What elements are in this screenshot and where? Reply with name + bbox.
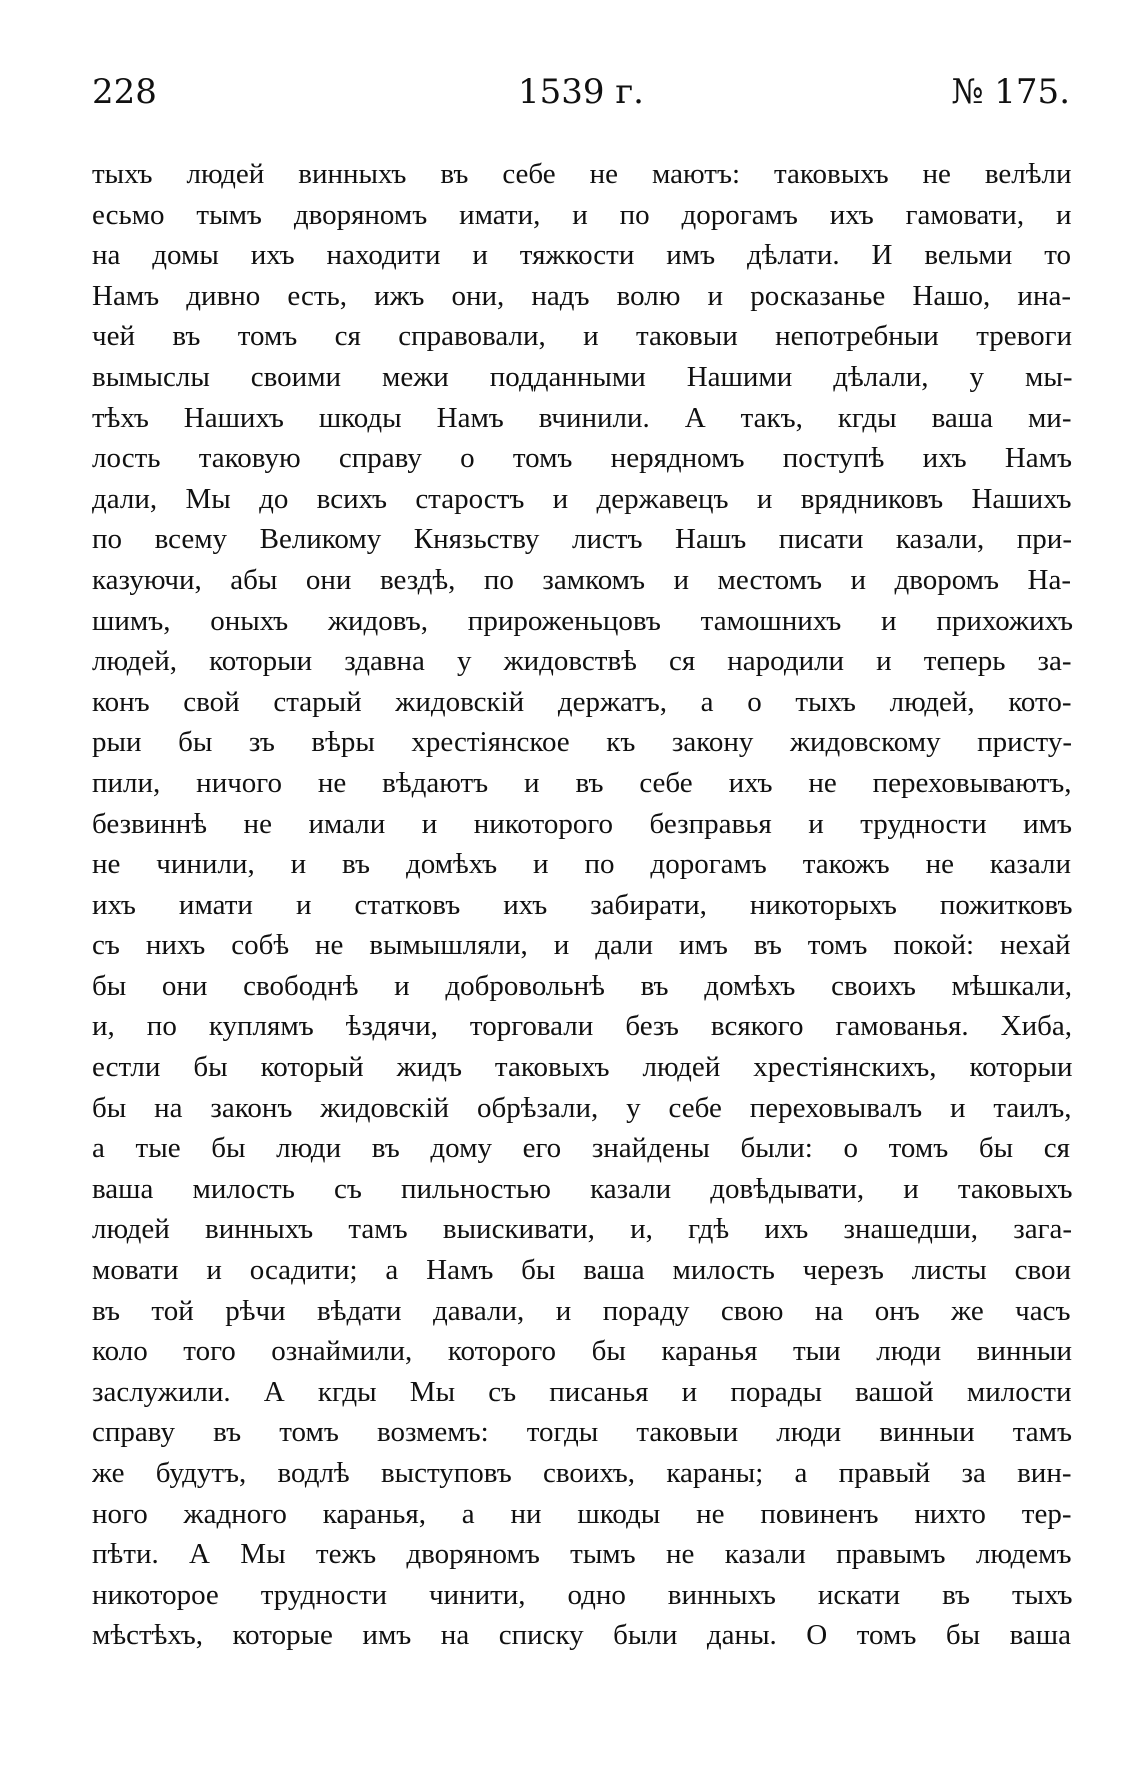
text-line: вымыслы своими межи подданными Нашими дѣлали, у мы- [92,360,1073,393]
text-line: конъ свой старый жидовскій держатъ, а о тыхъ людей, кото- [92,685,1072,718]
text-line: а тые бы люди въ дому его знайдены были: о томъ бы ся [92,1132,1070,1165]
page-header [92,72,1070,122]
text-line: мѣстѣхъ, которые имъ на списку были даны. О томъ бы ваша [92,1619,1071,1652]
text-line: не чинили, и въ домѣхъ и по дорогамъ такожъ не казали [92,848,1071,881]
text-line: пили, ничого не вѣдаютъ и въ себе ихъ не переховываютъ, [92,766,1072,799]
text-line: пѣти. А Мы тежъ дворяномъ тымъ не казали правымъ людемъ [92,1538,1072,1571]
text-line: шимъ, оныхъ жидовъ, прироженьцовъ тамошнихъ и прихожихъ [92,604,1073,637]
text-line: съ нихъ собѣ не вымышляли, и дали имъ въ томъ покой: нехай [92,929,1071,962]
text-line: есьмо тымъ дворяномъ имати, и по дорогамъ ихъ гамовати, и [92,198,1072,231]
body-text [92,154,1076,1656]
text-line: бы они свободнѣ и добровольнѣ въ домѣхъ своихъ мѣшкали, [92,969,1072,1002]
text-line: мовати и осадити; а Намъ бы ваша милость черезъ листы свои [92,1254,1071,1287]
text-line: лость таковую справу о томъ нерядномъ поступѣ ихъ Намъ [92,442,1072,475]
text-line: бы на законъ жидовскій обрѣзали, у себе переховывалъ и таилъ, [92,1091,1072,1124]
text-line: и, по куплямъ ѣздячи, торговали безъ всякого гамованья. Хиба, [92,1010,1072,1043]
text-line: ного жадного каранья, а ни шкоды не повиненъ нихто тер- [92,1497,1072,1530]
text-line: же будутъ, водлѣ выступовъ своихъ, караны; а правый за вин- [92,1457,1072,1489]
text-line: чей въ томъ ся справовали, и таковыи непотребныи тревоги [92,320,1072,353]
text-line: тѣхъ Нашихъ шкоды Намъ вчинили. А такъ, кгды ваша ми- [92,401,1072,434]
text-line: казуючи, абы они вездѣ, по замкомъ и местомъ и дворомъ На- [92,563,1071,596]
document-number: № 175. [951,72,1070,112]
text-line: справу въ томъ возмемъ: тогды таковыи люди винныи тамъ [92,1416,1072,1449]
text-line: ихъ имати и статковъ ихъ забирати, никоторыхъ пожитковъ [92,888,1073,921]
text-line: людей винныхъ тамъ выискивати, и, гдѣ ихъ знашедши, зага- [92,1213,1072,1246]
text-line: безвиннѣ не имали и никоторого безправья и трудности имъ [92,807,1072,840]
text-line: на домы ихъ находити и тяжкости имъ дѣлати. И вельми то [92,239,1071,272]
text-line: людей, которыи здавна у жидовствѣ ся народили и теперь за- [92,645,1072,678]
text-line: въ той рѣчи вѣдати давали, и пораду свою на онъ же часъ [92,1294,1071,1327]
text-line: заслужили. А кгды Мы съ писанья и порады вашой милости [92,1375,1072,1408]
page-number: 228 [92,72,157,112]
text-line: никоторое трудности чинити, одно винныхъ искати въ тыхъ [92,1578,1073,1611]
text-line: дали, Мы до всихъ старостъ и державецъ и врядниковъ Нашихъ [92,482,1072,515]
text-line: Намъ дивно есть, ижъ они, надъ волю и росказанье Нашо, ина- [92,279,1071,312]
text-line: естли бы который жидъ таковыхъ людей хрестіянскихъ, которыи [92,1051,1073,1084]
text-line: тыхъ людей винныхъ въ себе не маютъ: таковыхъ не велѣли [92,158,1072,190]
text-line: рыи бы зъ вѣры хрестіянское къ закону жидовскому присту- [92,726,1072,759]
year-heading: 1539 г. [518,72,644,112]
text-line: ваша милость съ пильностью казали довѣдывати, и таковыхъ [92,1172,1073,1205]
text-line: коло того ознаймили, которого бы каранья тыи люди винныи [92,1335,1072,1368]
text-line: по всему Великому Князьству листъ Нашъ писати казали, при- [92,523,1072,556]
